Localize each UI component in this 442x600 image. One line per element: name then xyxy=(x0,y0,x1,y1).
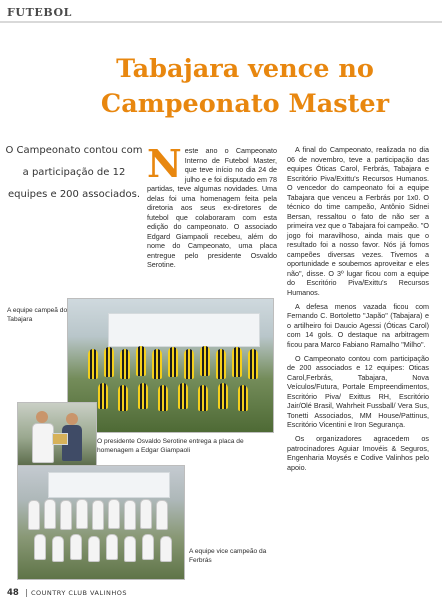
section-divider xyxy=(0,21,442,23)
photo-banner xyxy=(108,313,260,347)
player-figure xyxy=(218,383,228,409)
player-figure xyxy=(120,349,130,379)
article-paragraph: O Campeonato contou com participação de 200 associados e 12 equipes: Oticas Carol,Ferbrás, Tabajara, Nova Veículos/Futura, Portale Empreendimentos, Escritório Piva/ Exittus RH, Escritório Jair/Olé Brasil, Wahrheit Fussball/ Vera Sus, Tonetti Associados, MM House/Pattinus, Escritório Vicentini e Iron Segurança. xyxy=(287,353,429,429)
player-figure xyxy=(198,385,208,411)
player-figure xyxy=(60,500,72,530)
player-figure xyxy=(136,346,146,376)
article-headline: Tabajara vence no Campeonato Master xyxy=(100,54,390,119)
person-figure xyxy=(32,423,54,463)
player-figure xyxy=(52,536,64,562)
player-figure xyxy=(152,349,162,379)
player-figure xyxy=(178,383,188,409)
player-figure xyxy=(92,500,104,530)
photo-caption: O presidente Osvaldo Serotine entrega a placa de homenagem a Edgar Giampaoli xyxy=(97,438,244,454)
photo-banner xyxy=(48,472,170,498)
article-column-2 xyxy=(287,145,429,477)
player-figure xyxy=(28,500,40,530)
page-number: 48 xyxy=(7,588,19,598)
player-figure xyxy=(44,499,56,529)
player-figure xyxy=(34,534,46,560)
player-figure xyxy=(248,349,258,379)
player-figure xyxy=(88,536,100,562)
article-paragraph xyxy=(147,141,277,270)
player-figure xyxy=(142,534,154,560)
article-paragraph: A final do Campeonato, realizada no dia 06 de novembro, teve a participação das equipes Óticas Carol, Ferbrás, Tabajara e Escritório Piva/Exittu's Recursos Humanos. O vencedor do campeonato foi a equipe Tabajara que venceu a Ferbrás por 1x0. O técnico do time campeão, Antônio Sidnei Bersan, ressaltou o fato de não ser a primeira vez que o Tabajara foi campeão. "O jogo foi maravilhoso, ainda mais que o resultado foi a nosso favor. Nós já fomos campeões diversas vezes. Tivemos a oportunidade e soubemos aproveitar e eles não", disse. O 3º lugar ficou com a equipe do Escritório Piva/Exittu's Recursos Humanos. xyxy=(287,145,429,297)
award-plaque xyxy=(52,433,68,445)
drop-cap: N xyxy=(147,141,182,186)
player-figure xyxy=(168,347,178,377)
player-figure xyxy=(156,500,168,530)
player-figure xyxy=(158,385,168,411)
player-figure xyxy=(232,347,242,377)
section-label: FUTEBOL xyxy=(7,6,72,19)
handshake-photo xyxy=(17,402,97,467)
player-figure xyxy=(200,346,210,376)
player-figure xyxy=(124,536,136,562)
player-figure xyxy=(216,349,226,379)
player-figure xyxy=(124,500,136,530)
player-figure xyxy=(140,499,152,529)
person-head xyxy=(36,411,48,423)
player-figure xyxy=(108,499,120,529)
player-figure xyxy=(138,383,148,409)
paragraph-text: este ano o Campeonato Interno de Futebol Master, que teve início no dia 24 de julho e e foi disputado em 78 partidas, teve algumas novidades. Uma delas foi uma homenagem feita pela diretoria aos seus ex-diretores de futebol que colaboraram com esta edição do campeonato. O associado Edgard Giampaoli recebeu, além do nome do Campeonato, uma placa entregue pelo presidente Osvaldo Serotine. xyxy=(147,146,277,269)
player-figure xyxy=(184,349,194,379)
champion-team-photo xyxy=(67,298,274,433)
publication-title: COUNTRY CLUB VALINHOS xyxy=(31,589,128,597)
player-figure xyxy=(160,536,172,562)
player-figure xyxy=(238,385,248,411)
article-paragraph: A defesa menos vazada ficou com Fernando C. Bortoletto "Japão" (Tabajara) e o artilheiro foi Daucio Agessi (Óticas Carol) com 14 gols. O destaque na arbitragem ficou para Marco Fabiano Ramalho "Milho". xyxy=(287,301,429,349)
footer-divider xyxy=(26,589,27,597)
player-figure xyxy=(76,499,88,529)
photo-caption: A equipe vice campeão da Ferbrás xyxy=(189,548,267,564)
player-figure xyxy=(70,534,82,560)
runner-up-team-photo xyxy=(17,465,185,580)
article-paragraph: Os organizadores agracedem os patrocinadores Aguiar Imovéis & Seguros, Engenharia Moysés e Codive Valinhos pelo apoio. xyxy=(287,434,429,472)
photo-caption: A equipe campeã do Tabajara xyxy=(7,307,68,323)
article-column-1 xyxy=(147,141,277,274)
player-figure xyxy=(104,347,114,377)
player-figure xyxy=(106,534,118,560)
intro-pullquote: O Campeonato contou com a participação de 12 equipes e 200 associados. xyxy=(5,145,143,200)
player-figure xyxy=(118,385,128,411)
player-figure xyxy=(88,349,98,379)
player-figure xyxy=(98,383,108,409)
person-head xyxy=(66,413,78,425)
